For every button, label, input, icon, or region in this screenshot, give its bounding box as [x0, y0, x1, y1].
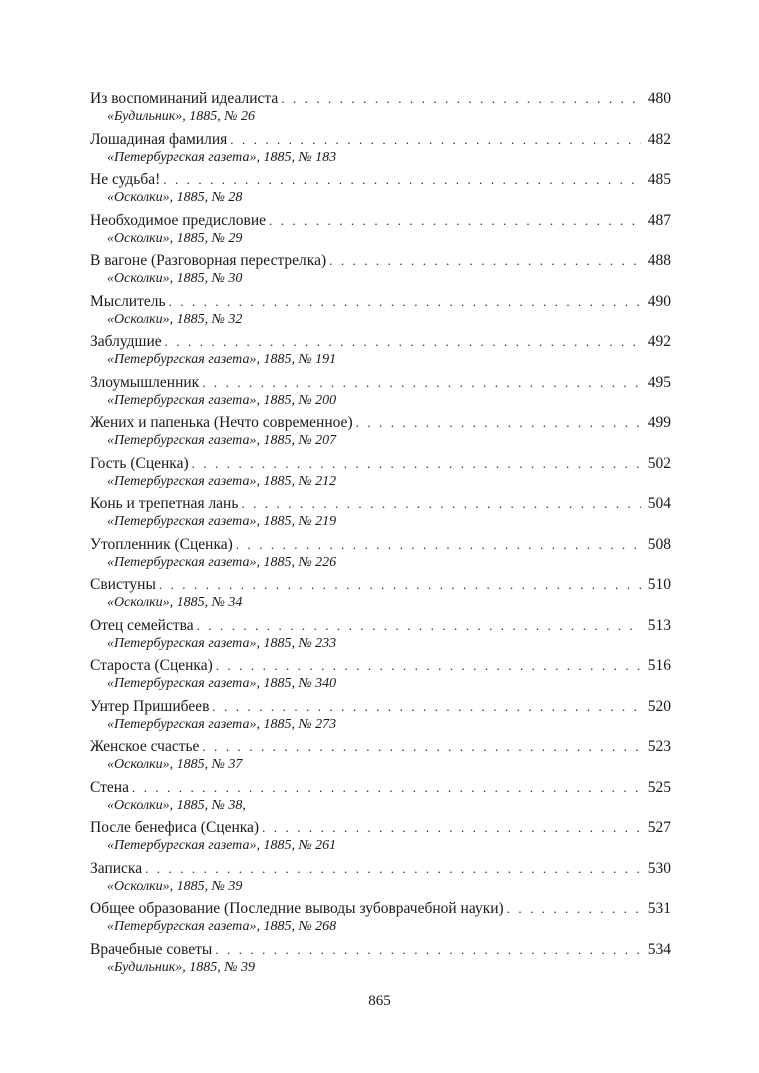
entry-page-number: 480	[647, 90, 671, 107]
dot-leader	[212, 697, 641, 716]
dot-leader	[165, 332, 641, 351]
entry-page-number: 490	[647, 292, 671, 310]
toc-entry	[90, 251, 671, 292]
entry-title: Отец семейства	[90, 616, 194, 634]
dot-leader	[262, 818, 641, 837]
entry-title: Свистуны	[90, 576, 156, 593]
dot-leader	[145, 859, 641, 878]
toc-entry	[90, 332, 671, 373]
toc-entry	[90, 656, 671, 697]
entry-source: «Петербургская газета», 1885, № 261	[107, 838, 337, 853]
entry-page-number: 485	[647, 171, 671, 188]
dot-leader	[329, 251, 641, 270]
toc-entry	[90, 697, 671, 738]
entry-page-number: 499	[647, 414, 671, 431]
dot-leader	[159, 575, 641, 594]
toc-title-row	[90, 616, 671, 635]
entry-source: «Осколки», 1885, № 38,	[107, 797, 246, 813]
toc-title-row	[90, 89, 671, 108]
dot-leader	[197, 616, 641, 635]
entry-source: «Петербургская газета», 1885, № 226	[107, 554, 337, 570]
dot-leader	[281, 89, 641, 108]
entry-source: «Будильник», 1885, № 26	[107, 109, 256, 124]
entry-title: В вагоне (Разговорная перестрелка)	[90, 252, 327, 269]
entry-page-number: 510	[647, 576, 671, 593]
entry-page-number: 482	[647, 130, 671, 148]
toc-title-row	[90, 292, 671, 311]
entry-title: Мыслитель	[90, 292, 166, 310]
entry-source: «Петербургская газета», 1885, № 183	[107, 149, 337, 165]
dot-leader	[169, 292, 641, 311]
entry-title: Заблудшие	[90, 333, 162, 350]
entry-title: Утопленник (Сценка)	[90, 535, 233, 553]
dot-leader	[202, 737, 641, 756]
toc-title-row	[90, 130, 671, 149]
dot-leader	[132, 778, 641, 797]
dot-leader	[356, 413, 641, 432]
entry-source: «Осколки», 1885, № 29	[107, 230, 243, 246]
entry-page-number: 531	[647, 900, 671, 917]
entry-title: Унтер Пришибеев	[90, 697, 210, 715]
toc-entry	[90, 859, 671, 900]
entry-source: «Осколки», 1885, № 39	[107, 878, 243, 894]
entry-title: Староста (Сценка)	[90, 657, 213, 674]
dot-leader	[202, 373, 641, 392]
toc-title-row	[90, 413, 671, 432]
entry-page-number: 523	[647, 738, 671, 755]
dot-leader	[507, 899, 641, 918]
toc-title-row	[90, 899, 671, 918]
entry-page-number: 530	[647, 859, 671, 877]
entry-page-number: 534	[647, 940, 671, 958]
entry-title: После бенефиса (Сценка)	[90, 819, 260, 836]
entry-title: Стена	[90, 778, 129, 796]
entry-page-number: 495	[647, 373, 671, 391]
toc-entry	[90, 413, 671, 454]
entry-source: «Осколки», 1885, № 32	[107, 311, 243, 327]
dot-leader	[269, 211, 641, 230]
entry-title: Общее образование (Последние выводы зубоврачебной науки)	[90, 900, 504, 917]
entry-source: «Петербургская газета», 1885, № 273	[107, 716, 337, 732]
entry-source: «Петербургская газета», 1885, № 212	[107, 473, 337, 489]
toc-title-row	[90, 251, 671, 270]
entry-title: Не судьба!	[90, 171, 161, 188]
toc-title-row	[90, 170, 671, 189]
dot-leader	[241, 494, 641, 513]
toc-title-row	[90, 454, 671, 473]
toc-entry	[90, 170, 671, 211]
entry-title: Женское счастье	[90, 738, 200, 755]
toc-entry	[90, 737, 671, 778]
entry-source: «Петербургская газета», 1885, № 219	[107, 514, 337, 529]
entry-title: Жених и папенька (Нечто современное)	[90, 414, 353, 431]
page-number: 865	[368, 993, 391, 1009]
toc-entry	[90, 818, 671, 859]
toc-title-row	[90, 211, 671, 230]
toc-entry	[90, 575, 671, 616]
toc-entry	[90, 899, 671, 940]
entry-source: «Осколки», 1885, № 30	[107, 271, 243, 286]
entry-source: «Осколки», 1885, № 34	[107, 595, 243, 610]
entry-source: «Петербургская газета», 1885, № 233	[107, 635, 337, 651]
toc-title-row	[90, 778, 671, 797]
entry-title: Гость (Сценка)	[90, 454, 189, 472]
toc-entry	[90, 616, 671, 657]
toc-title-row	[90, 737, 671, 756]
dot-leader	[192, 454, 641, 473]
entry-page-number: 520	[647, 697, 671, 715]
dot-leader	[163, 170, 641, 189]
toc-title-row	[90, 373, 671, 392]
entry-source: «Осколки», 1885, № 28	[107, 190, 243, 205]
entry-title: Лошадиная фамилия	[90, 130, 228, 148]
toc-entry	[90, 130, 671, 171]
entry-source: «Осколки», 1885, № 37	[107, 757, 243, 772]
entry-page-number: 487	[647, 211, 671, 229]
entry-source: «Петербургская газета», 1885, № 200	[107, 392, 337, 408]
entry-source: «Петербургская газета», 1885, № 207	[107, 433, 337, 448]
table-of-contents	[90, 89, 671, 980]
entry-page-number: 525	[647, 778, 671, 796]
entry-page-number: 504	[647, 495, 671, 512]
dot-leader	[236, 535, 641, 554]
toc-entry	[90, 373, 671, 414]
toc-title-row	[90, 940, 671, 959]
toc-entry	[90, 454, 671, 495]
entry-title: Врачебные советы	[90, 940, 213, 958]
toc-title-row	[90, 575, 671, 594]
entry-page-number: 527	[647, 819, 671, 836]
entry-page-number: 492	[647, 333, 671, 350]
toc-entry	[90, 535, 671, 576]
toc-entry	[90, 940, 671, 981]
entry-page-number: 516	[647, 657, 671, 674]
entry-page-number: 508	[647, 535, 671, 553]
entry-source: «Петербургская газета», 1885, № 191	[107, 352, 337, 367]
dot-leader	[230, 130, 641, 149]
entry-source: «Петербургская газета», 1885, № 340	[107, 676, 337, 691]
entry-title: Необходимое предисловие	[90, 211, 267, 229]
entry-title: Злоумышленник	[90, 373, 200, 391]
toc-entry	[90, 89, 671, 130]
entry-page-number: 502	[647, 454, 671, 472]
toc-title-row	[90, 859, 671, 878]
toc-entry	[90, 494, 671, 535]
entry-title: Конь и трепетная лань	[90, 495, 239, 512]
toc-title-row	[90, 535, 671, 554]
entry-page-number: 513	[647, 616, 671, 634]
toc-title-row	[90, 818, 671, 837]
toc-title-row	[90, 697, 671, 716]
entry-title: Из воспоминаний идеалиста	[90, 90, 279, 107]
toc-entry	[90, 292, 671, 333]
dot-leader	[215, 940, 641, 959]
entry-title: Записка	[90, 859, 143, 877]
entry-source: «Петербургская газета», 1885, № 268	[107, 919, 337, 934]
toc-title-row	[90, 332, 671, 351]
toc-entry	[90, 211, 671, 252]
toc-title-row	[90, 494, 671, 513]
dot-leader	[216, 656, 641, 675]
toc-title-row	[90, 656, 671, 675]
toc-entry	[90, 778, 671, 819]
entry-page-number: 488	[647, 252, 671, 269]
entry-source: «Будильник», 1885, № 39	[107, 959, 256, 975]
